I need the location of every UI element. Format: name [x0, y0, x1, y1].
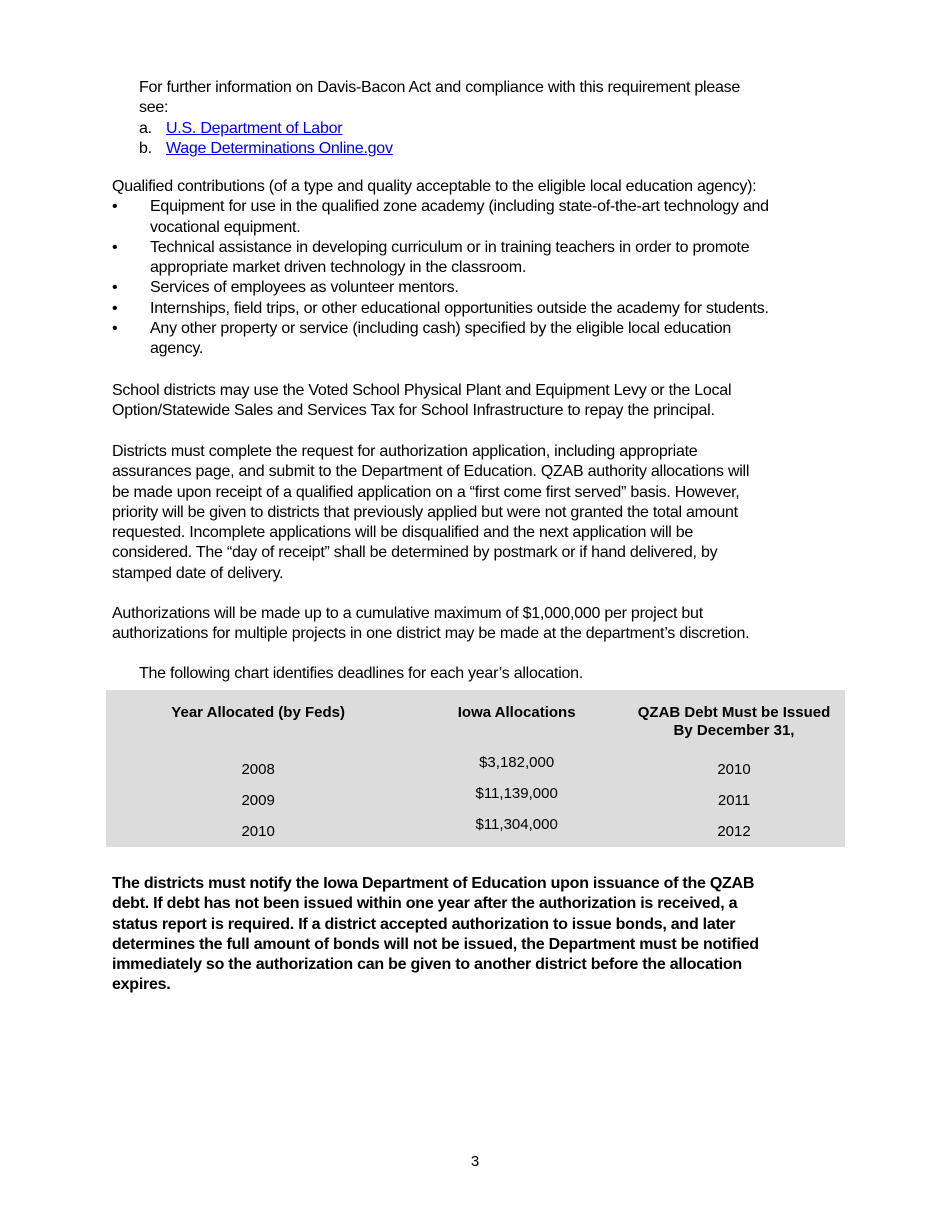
- bullet-item: [112, 299, 769, 319]
- chart-intro: [139, 664, 583, 684]
- authorization-paragraph: [112, 604, 749, 645]
- bullet-icon: •: [112, 299, 118, 317]
- page-number: 3: [470, 1153, 480, 1170]
- table-row: [106, 816, 845, 847]
- column-header-deadline: QZAB Debt Must be Issued By December 31,: [637, 704, 831, 739]
- text-line: determines the full amount of bonds will not be issued, the Department must be notified: [112, 935, 759, 953]
- text-line: assurances page, and submit to the Department of Education. QZAB authority allocations will: [112, 463, 750, 481]
- bullet-icon: •: [112, 238, 118, 256]
- table-cell: 2010: [717, 761, 751, 778]
- wage-determinations-link[interactable]: Wage Determinations Online.gov: [166, 139, 393, 157]
- table-row: [106, 785, 845, 816]
- table-row: [106, 754, 845, 785]
- text-line: authorizations for multiple projects in one district may be made at the department’s discretion.: [112, 625, 750, 643]
- bullet-item: [112, 238, 769, 279]
- text-line: School districts may use the Voted School Physical Plant and Equipment Levy or the Local: [112, 382, 732, 399]
- bullet-icon: •: [112, 279, 118, 297]
- link-item-dol: [139, 119, 740, 139]
- column-header-allocations: Iowa Allocations: [457, 704, 576, 721]
- bullet-item: [112, 278, 769, 298]
- bullet-item: [112, 319, 769, 360]
- bullet-icon: •: [112, 198, 118, 216]
- text-line: Internships, field trips, or other educational opportunities outside the academy for students.: [150, 299, 769, 317]
- intro-paragraph: [139, 78, 740, 159]
- us-department-of-labor-link[interactable]: U.S. Department of Labor: [166, 119, 343, 137]
- text-line: agency.: [150, 340, 204, 358]
- repayment-paragraph: [112, 381, 731, 422]
- text-line: expires.: [112, 976, 171, 994]
- application-paragraph: [112, 442, 749, 584]
- text-line: The following chart identifies deadlines for each year’s allocation.: [139, 665, 584, 682]
- text-line: immediately so the authorization can be given to another district before the allocation: [112, 956, 742, 974]
- text-line: Services of employees as volunteer mentors.: [150, 279, 459, 297]
- table-cell: 2012: [717, 823, 751, 840]
- table-cell: $11,304,000: [475, 816, 558, 833]
- text-line: vocational equipment.: [150, 218, 301, 236]
- bullet-icon: •: [112, 320, 118, 338]
- text-line: debt. If debt has not been issued within one year after the authorization is received, a: [112, 895, 738, 913]
- text-line: priority will be given to districts that previously applied but were not granted the total amount: [112, 503, 738, 521]
- bullet-item: [112, 197, 769, 238]
- text-line: Technical assistance in developing curriculum or in training teachers in order to promote: [150, 238, 750, 256]
- text-line: requested. Incomplete applications will be disqualified and the next application will be: [112, 524, 694, 542]
- text-line: status report is required. If a district accepted authorization to issue bonds, and later: [112, 915, 736, 933]
- text-line: Any other property or service (including cash) specified by the eligible local education: [150, 320, 731, 338]
- text-line: considered. The “day of receipt” shall be determined by postmark or if hand delivered, by: [112, 544, 718, 562]
- table-cell: 2009: [241, 792, 275, 809]
- contributions-section: [112, 177, 769, 360]
- text-line: Authorizations will be made up to a cumulative maximum of $1,000,000 per project but: [112, 605, 703, 622]
- text-line: Equipment for use in the qualified zone academy (including state-of-the-art technology and: [150, 198, 769, 216]
- text-line: Option/Statewide Sales and Services Tax for School Infrastructure to repay the principal.: [112, 402, 715, 420]
- table-cell: $11,139,000: [475, 785, 558, 802]
- text-line: stamped date of delivery.: [112, 564, 284, 582]
- table-cell: 2008: [241, 761, 275, 778]
- text-line: be made upon receipt of a qualified application on a “first come first served” basis. However,: [112, 483, 740, 501]
- text-line: The districts must notify the Iowa Department of Education upon issuance of the QZAB: [112, 875, 755, 892]
- text-line: Districts must complete the request for authorization application, including appropriate: [112, 443, 698, 460]
- table-cell: $3,182,000: [479, 754, 555, 771]
- notice-paragraph: [112, 874, 759, 996]
- table-cell: 2010: [241, 823, 275, 840]
- list-marker: b.: [139, 139, 152, 157]
- link-item-wdol: [139, 139, 740, 159]
- list-marker: a.: [139, 119, 152, 137]
- text-line: For further information on Davis-Bacon Act and compliance with this requirement please: [139, 79, 741, 96]
- text-line: appropriate market driven technology in the classroom.: [150, 259, 527, 277]
- table-header-row: [106, 690, 845, 754]
- column-header-year: Year Allocated (by Feds): [171, 704, 345, 721]
- contributions-heading: Qualified contributions (of a type and quality acceptable to the eligible local education agency):: [112, 178, 757, 195]
- text-line: see:: [139, 99, 169, 117]
- table-cell: 2011: [717, 792, 751, 809]
- allocation-table: [106, 690, 845, 847]
